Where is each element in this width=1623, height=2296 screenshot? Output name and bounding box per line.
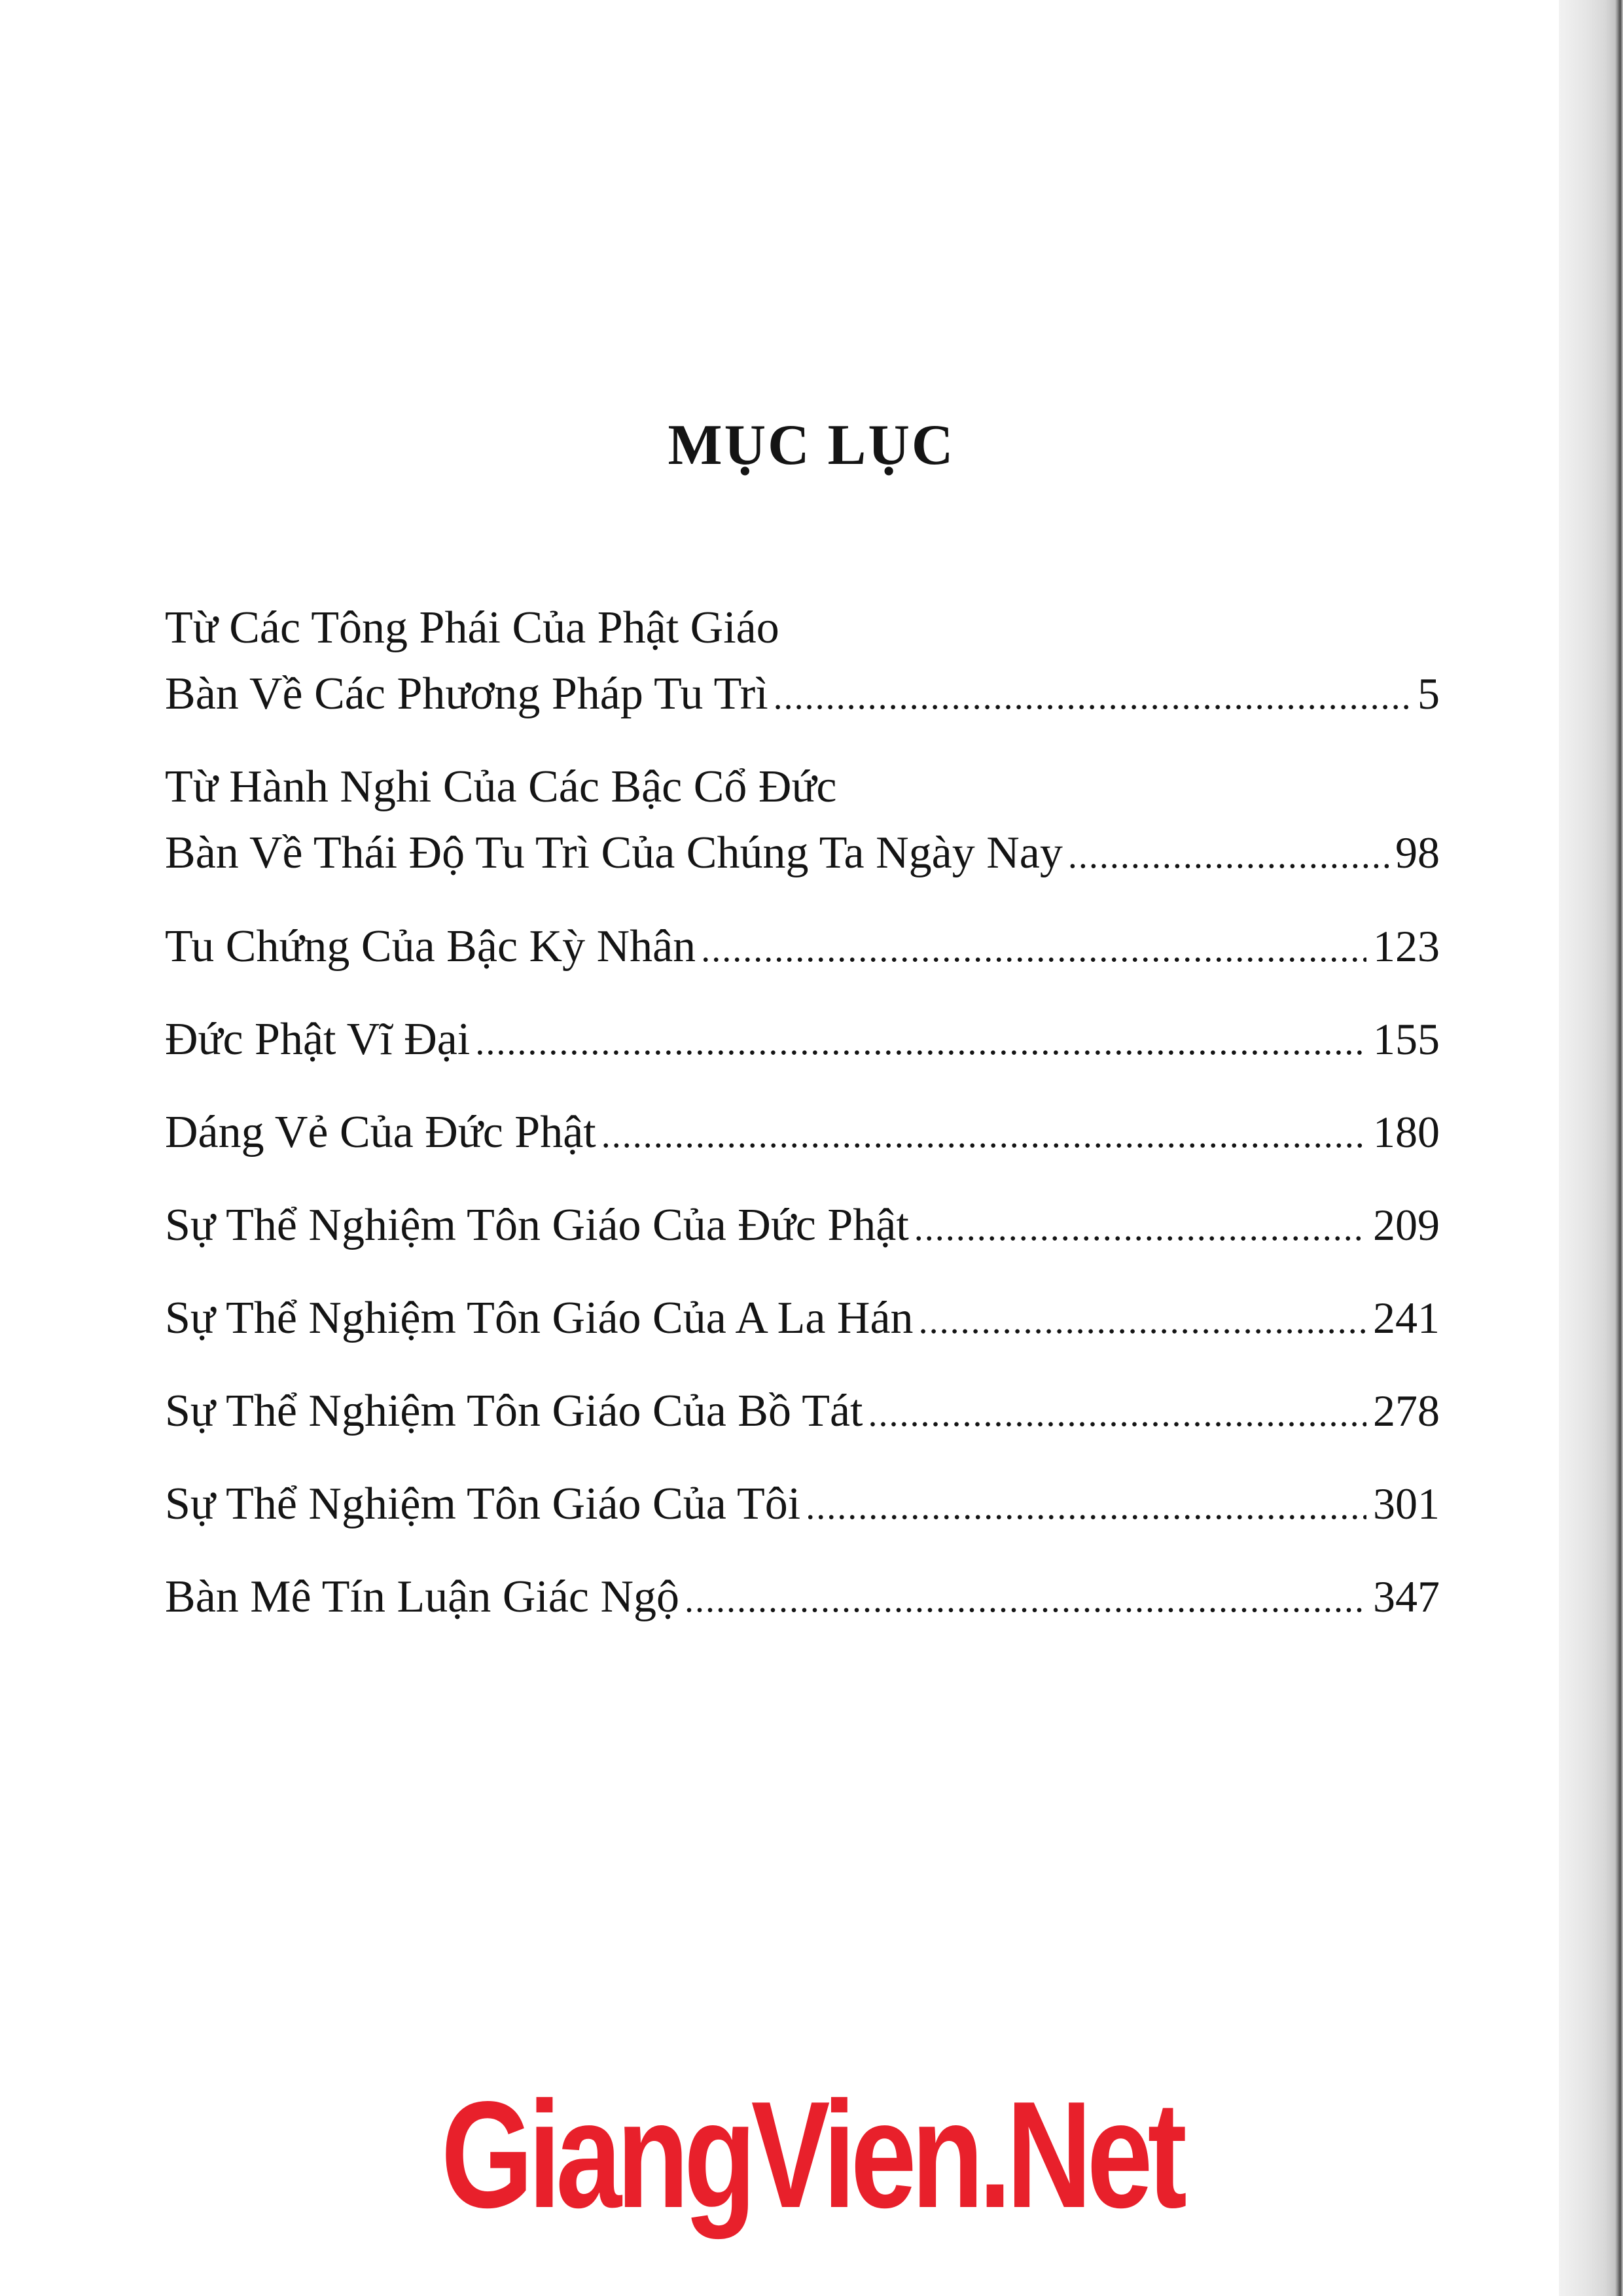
toc-entry-title: Dáng Vẻ Của Đức Phật	[165, 1107, 596, 1157]
page-title: MỤC LỤC	[668, 414, 955, 477]
toc-page-number: 241	[1373, 1293, 1440, 1343]
toc-entry[interactable]	[165, 1378, 1440, 1447]
toc-page-number: 98	[1395, 828, 1440, 877]
toc-entry[interactable]	[165, 1564, 1440, 1633]
toc-page-number: 301	[1373, 1479, 1440, 1528]
toc-entry[interactable]	[165, 754, 1440, 889]
watermark-text: GiangVien.Net	[440, 2070, 1183, 2240]
toc-entry[interactable]	[165, 1192, 1440, 1261]
toc-entry[interactable]	[165, 1006, 1440, 1075]
dot-leader	[774, 664, 1411, 730]
toc-entry-title: Bàn Về Thái Độ Tu Trì Của Chúng Ta Ngày Nay	[165, 828, 1063, 878]
dot-leader	[919, 1288, 1366, 1354]
toc-entry-title: Sự Thể Nghiệm Tôn Giáo Của A La Hán	[165, 1293, 914, 1343]
toc-entry-title: Bàn Mê Tín Luận Giác Ngộ	[165, 1572, 680, 1622]
toc-page-number: 347	[1373, 1572, 1440, 1621]
toc-page-number: 5	[1418, 669, 1440, 718]
dot-leader	[475, 1010, 1366, 1075]
toc-page-number: 278	[1373, 1386, 1440, 1436]
toc-entry-title-line: Từ Hành Nghi Của Các Bậc Cổ Đức	[165, 762, 837, 812]
toc-page-number: 155	[1373, 1014, 1440, 1064]
toc-entry[interactable]	[165, 1099, 1440, 1168]
toc-entry[interactable]	[165, 1471, 1440, 1540]
toc-entry-title: Sự Thể Nghiệm Tôn Giáo Của Đức Phật	[165, 1200, 909, 1250]
toc-entry[interactable]	[165, 913, 1440, 982]
dot-leader	[806, 1474, 1366, 1540]
toc-entry[interactable]	[165, 1285, 1440, 1354]
toc-page-number: 180	[1373, 1107, 1440, 1157]
toc-page-number: 209	[1373, 1200, 1440, 1250]
toc-entry-title: Sự Thể Nghiệm Tôn Giáo Của Bồ Tát	[165, 1386, 863, 1436]
toc-entry-title-line: Từ Các Tông Phái Của Phật Giáo	[165, 603, 779, 653]
dot-leader	[685, 1567, 1366, 1633]
toc-entry-title: Sự Thể Nghiệm Tôn Giáo Của Tôi	[165, 1479, 801, 1529]
dot-leader	[868, 1381, 1366, 1447]
toc-entry-title: Tu Chứng Của Bậc Kỳ Nhân	[165, 921, 696, 972]
toc-page-number: 123	[1373, 921, 1440, 971]
toc-entry-title: Bàn Về Các Phương Pháp Tu Trì	[165, 669, 768, 719]
dot-leader	[914, 1195, 1366, 1261]
dot-leader	[701, 917, 1366, 982]
dot-leader	[1068, 823, 1389, 889]
toc-entry[interactable]	[165, 595, 1440, 730]
scanned-page-edge	[1559, 0, 1623, 2296]
table-of-contents	[165, 595, 1440, 1657]
dot-leader	[601, 1103, 1366, 1168]
toc-entry-title: Đức Phật Vĩ Đại	[165, 1014, 471, 1065]
